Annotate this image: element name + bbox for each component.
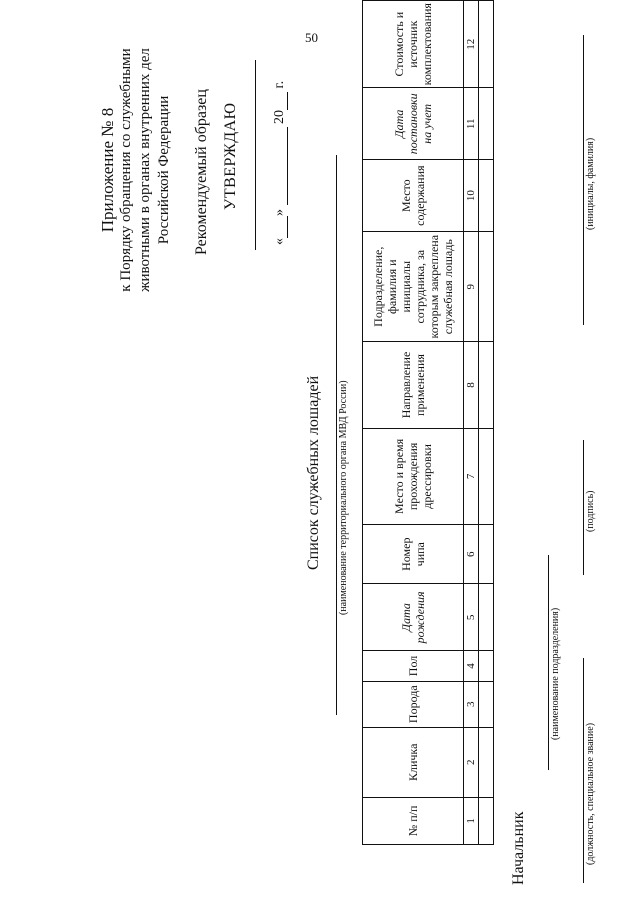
appendix-line-3: Российской Федерации [156, 95, 172, 245]
empty-cell [479, 651, 494, 681]
approve-label: УТВЕРЖДАЮ [222, 102, 239, 210]
position-caption: (должность, специальное звание) [585, 722, 596, 865]
horses-table [362, 0, 494, 845]
col-number: 12 [464, 1, 479, 88]
col-number: 3 [464, 681, 479, 727]
date-open-quote: « [272, 238, 287, 245]
empty-cell [479, 88, 494, 160]
col-header-sex: Пол [363, 651, 464, 681]
empty-cell [479, 342, 494, 428]
empty-cell [479, 428, 494, 525]
approver-signature-line [255, 60, 256, 250]
col-header-number: № п/п [363, 797, 464, 844]
empty-cell [479, 1, 494, 88]
col-header-assigned-officer: Подразделение, фамилия и инициалы сотрудника, за которым закреплена служебная лошадь [363, 232, 464, 342]
col-number: 5 [464, 584, 479, 651]
position-line [583, 658, 584, 883]
org-name-caption: (наименование территориального органа МВД России) [338, 380, 349, 615]
col-header-application: Направление применения [363, 342, 464, 428]
unit-name-line [548, 555, 549, 770]
empty-cell [479, 232, 494, 342]
col-number: 11 [464, 88, 479, 160]
year-suffix: г. [272, 80, 287, 89]
col-number: 1 [464, 797, 479, 844]
page-number: 50 [305, 30, 318, 45]
col-header-chip-number: Номер чипа [363, 525, 464, 584]
table-header-row [363, 1, 464, 845]
signature-caption: (подпись) [585, 490, 596, 532]
date-close-quote: » [272, 209, 287, 216]
year-blank [273, 92, 288, 110]
unit-name-caption: (наименование подразделения) [550, 607, 561, 740]
appendix-line-2: животными в органах внутренних дел [137, 48, 153, 292]
appendix-line-1: к Порядку обращения со служебными [118, 48, 134, 292]
year-prefix: 20 [272, 110, 287, 124]
recommended-sample-label: Рекомендуемый образец [193, 89, 210, 255]
col-header-breed: Порода [363, 681, 464, 727]
org-name-line [336, 155, 337, 715]
col-number: 8 [464, 342, 479, 428]
table-number-row [464, 1, 479, 845]
empty-cell [479, 525, 494, 584]
chief-label: Начальник [510, 811, 527, 885]
full-name-line [583, 35, 584, 325]
approval-date [272, 81, 288, 245]
col-header-name: Кличка [363, 727, 464, 797]
full-name-caption: (инициалы, фамилия) [585, 137, 596, 230]
col-number: 4 [464, 651, 479, 681]
appendix-title: Приложение № 8 [98, 107, 117, 233]
col-number: 7 [464, 428, 479, 525]
month-blank [273, 128, 288, 206]
col-header-birth-date: Дата рождения [363, 584, 464, 651]
empty-cell [479, 727, 494, 797]
col-header-cost-source: Стоимость и источник комплектования [363, 1, 464, 88]
empty-cell [479, 160, 494, 232]
signature-line [583, 440, 584, 575]
empty-cell [479, 681, 494, 727]
col-number: 6 [464, 525, 479, 584]
col-number: 10 [464, 160, 479, 232]
col-header-registration-date: Дата постановки на учет [363, 88, 464, 160]
col-header-training: Место и время прохождения дрессировки [363, 428, 464, 525]
empty-cell [479, 584, 494, 651]
col-number: 9 [464, 232, 479, 342]
appendix-header [98, 30, 174, 310]
col-header-keeping-place: Место содержания [363, 160, 464, 232]
list-title: Список служебных лошадей [305, 375, 322, 570]
table-empty-row [479, 1, 494, 845]
empty-cell [479, 797, 494, 844]
col-number: 2 [464, 727, 479, 797]
day-blank [273, 216, 288, 238]
